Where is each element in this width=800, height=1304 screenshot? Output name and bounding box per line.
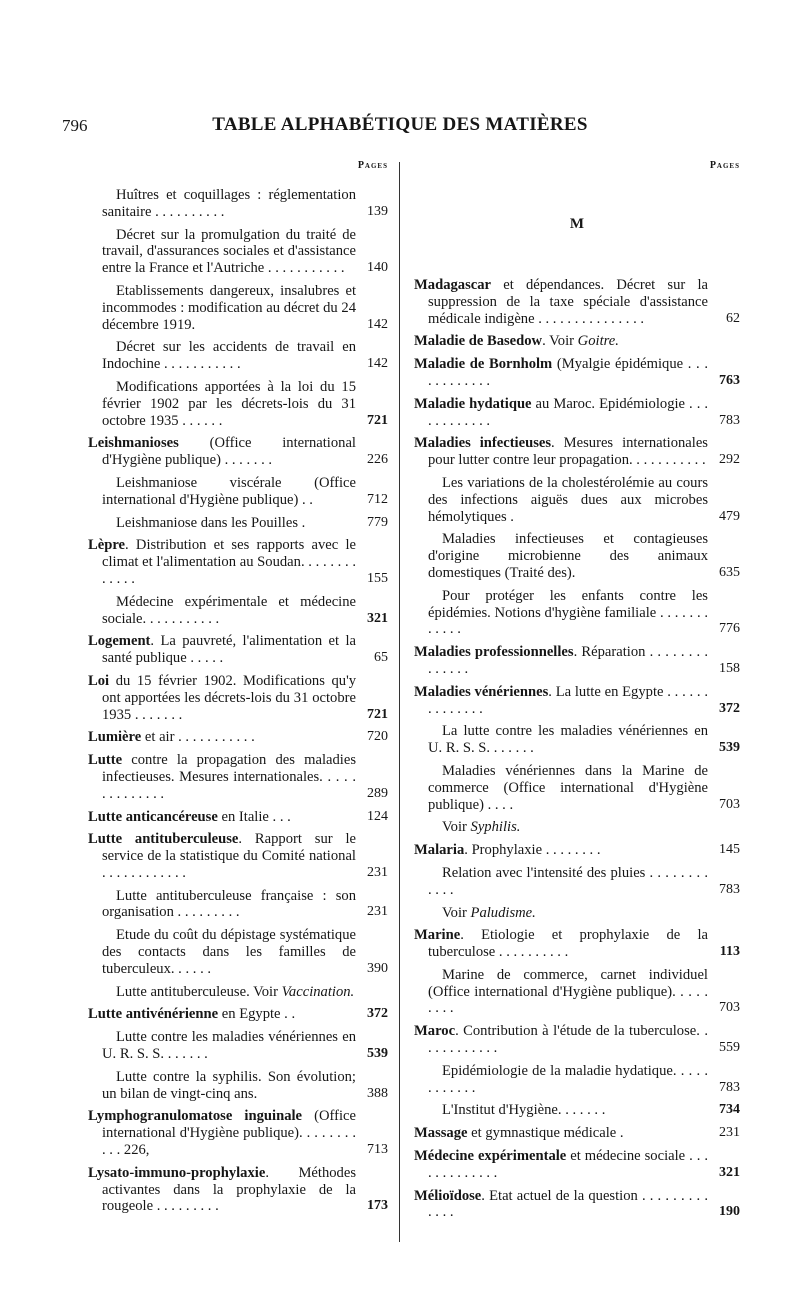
entry-keyword: Lèpre [88,537,126,554]
entry-page-number: 479 [719,508,740,524]
index-entry [414,435,740,469]
entry-text: . Voir [542,333,578,350]
entry-page-number: 734 [719,1102,740,1118]
entry-text: Etablissements dangereux, insalubres et incommodes : modification au décret du 24 décembre 1919. [102,282,356,333]
index-entry [414,723,740,757]
index-entry [88,283,388,333]
entry-page-number: 721 [367,706,388,722]
entry-text: (Office international d'Hygiène publique). . . . . . . . . . . 226, [102,1108,356,1159]
entry-text: Décret sur la promulgation du traité de travail, d'assurances sociales et d'assistance entre la France et l'Autriche . . . . . . . . . . . [102,226,356,277]
entry-cross-reference: Syphilis. [470,819,521,836]
entry-page-number: 142 [367,316,388,332]
index-entry [88,187,388,221]
entry-text: Lutte antituberculeuse. Voir [116,983,282,1000]
entry-cross-reference: Paludisme. [470,904,536,921]
entry-page-number: 321 [367,610,388,626]
section-letter: M [569,216,585,232]
entry-text: Huîtres et coquillages : réglementation sanitaire . . . . . . . . . . [102,187,356,220]
entry-text: Voir [442,819,471,836]
index-entry [414,763,740,813]
index-entry [88,594,388,628]
entry-keyword: Leishmanioses [88,435,179,452]
entry-text: Maladies vénériennes dans la Marine de commerce (Office international d'Hygiène publique) . . . . [428,762,708,813]
index-entry [88,673,388,723]
index-entry [88,888,388,922]
entry-text: Leishmaniose dans les Pouilles . [116,514,306,531]
index-entry [414,905,740,922]
entry-text: . Contribution à l'étude de la tuberculose. . . . . . . . . . . . [428,1023,708,1057]
entry-keyword: Massage [414,1125,468,1142]
pages-label-right: Pages [709,160,740,171]
entry-text: Lutte antituberculeuse française : son organisation . . . . . . . . . [102,887,356,921]
entry-page-number: 231 [719,1125,740,1141]
entry-page-number: 231 [367,904,388,920]
entry-page-number: 124 [367,808,388,824]
index-entry [414,1188,740,1222]
index-entry [88,1029,388,1063]
index-entry [414,684,740,718]
entry-keyword: Marine [414,927,461,944]
entry-text: Epidémiologie de la maladie hydatique. . . . . . . . . . . . [428,1062,708,1096]
entry-page-number: 390 [367,960,388,976]
entry-text: . La pauvreté, l'alimentation et la santé publique . . . . . [102,633,356,667]
index-entry [88,752,388,802]
entry-keyword: Malaria [414,842,465,859]
index-entry [88,379,388,429]
entry-text: . Distribution et ses rapports avec le climat et l'alimentation au Soudan. . . . . . . . . . . . . [102,537,356,587]
index-entry [88,633,388,667]
entry-page-number: 703 [719,796,740,812]
index-entry [414,1063,740,1097]
entry-keyword: Lymphogranulomatose inguinale [88,1108,303,1125]
entry-page-number: 779 [367,514,388,530]
index-entry [414,588,740,638]
entry-page-number: 539 [367,1046,388,1062]
entry-page-number: 190 [719,1204,740,1220]
entry-keyword: Maroc [414,1023,456,1040]
entry-keyword: Lutte antivénérienne [88,1006,219,1023]
entry-keyword: Madagascar [414,277,492,293]
entry-cross-reference: Goitre. [577,333,619,350]
index-entry [414,333,740,350]
entry-page-number: 720 [367,729,388,745]
index-entry [88,984,388,1001]
entry-page-number: 65 [374,650,388,666]
entry-text: Etude du coût du dépistage systématique des contacts dans les familles de tuberculeux. . . . . . [102,927,356,977]
entry-text: . Etiologie et prophylaxie de la tuberculose . . . . . . . . . . [428,927,708,961]
entry-text: Lutte contre la syphilis. Son évolution; un bilan de vingt-cinq ans. [102,1068,356,1102]
entry-text: Relation avec l'intensité des pluies . . . . . . . . . . . . [428,864,708,898]
column-divider [399,162,400,1242]
entry-text: du 15 février 1902. Modifications qu'y ont apportées les décrets-lois du 31 octobre 1935 . . . . . . . [102,672,356,723]
entry-text: . Prophylaxie . . . . . . . . [464,842,601,859]
entry-page-number: 713 [367,1142,388,1158]
index-entry [414,1102,740,1119]
entry-page-number: 155 [367,570,388,586]
entry-page-number: 783 [719,881,740,897]
entry-page-number: 783 [719,1079,740,1095]
index-entry [88,1165,388,1215]
index-entry [414,644,740,678]
entry-page-number: 721 [367,412,388,428]
entry-text: au Maroc. Epidémiologie . . . . . . . . . . . . [428,395,708,429]
index-entry [414,927,740,961]
entry-text: Pour protéger les enfants contre les épidémies. Notions d'hygiène familiale . . . . . . . . . . . . [428,587,708,638]
entry-text: Marine de commerce, carnet individuel (Office international d'Hygiène publique). . . . . . . . . [428,966,708,1017]
index-entry [414,356,740,390]
entry-text: Maladies infectieuses et contagieuses d'origine microbienne des animaux domestiques (Traité des). [428,531,708,581]
entry-page-number: 142 [367,356,388,372]
index-entry [88,227,388,277]
entry-text: (Office international d'Hygiène publique) . . . . . . . [102,435,356,469]
entry-page-number: 139 [367,203,388,219]
entry-keyword: Lysato-immuno-prophylaxie [88,1164,266,1181]
entry-page-number: 763 [719,372,740,388]
entry-text: et gymnastique médicale . [467,1125,624,1142]
entry-text: Modifications apportées à la loi du 15 février 1902 par les décrets-lois du 31 octobre 1935 . . . . . . [102,378,356,429]
entry-keyword: Maladies vénériennes [414,683,549,700]
right-entries [414,277,740,1221]
entry-text: . Rapport sur le service de la statistique du Comité national . . . . . . . . . . . . [102,831,356,881]
entry-keyword: Lutte antituberculeuse [88,831,239,848]
index-entry [414,865,740,899]
entry-keyword: Maladie hydatique [414,395,532,412]
entry-page-number: 226 [367,452,388,468]
entry-page-number: 559 [719,1040,740,1056]
entry-text: (Myalgie épidémique . . . . . . . . . . . . [428,356,708,389]
entry-text: . Méthodes activantes dans la prophylaxie de la rougeole . . . . . . . . . [102,1164,356,1215]
index-entry [88,831,388,881]
index-entry [88,729,388,746]
entry-keyword: Loi [88,672,110,689]
entry-page-number: 635 [719,564,740,580]
index-entry [414,475,740,525]
page-title: TABLE ALPHABÉTIQUE DES MATIÈRES [212,114,588,135]
entry-keyword: Logement [88,633,151,650]
index-entry [414,277,740,327]
entry-text: et médecine sociale . . . . . . . . . . . . . [428,1148,708,1181]
entry-page-number: 158 [719,660,740,676]
entry-page-number: 289 [367,785,388,801]
entry-text: L'Institut d'Hygiène. . . . . . . [442,1102,606,1119]
index-entry [88,1006,388,1023]
entry-page-number: 539 [719,740,740,756]
entry-page-number: 173 [367,1198,388,1214]
entry-text: en Italie . . . [217,808,291,825]
entry-text: La lutte contre les maladies vénériennes en U. R. S. S. . . . . . . [428,723,708,757]
entry-text: et dépendances. Décret sur la suppression de la taxe spéciale d'assistance médicale indigène . . . . . . . . . . . . . . . [428,277,708,327]
index-entry [414,842,740,859]
entry-keyword: Maladie de Basedow [414,333,543,350]
index-entry [414,1023,740,1057]
entry-page-number: 372 [367,1006,388,1022]
entry-keyword: Lutte [88,752,123,769]
entry-text: Les variations de la cholestérolémie au cours des infections aiguës dues aux microbes hémolytiques . [428,474,708,525]
entry-text: Leishmaniose viscérale (Office international d'Hygiène publique) . . [102,474,356,508]
index-entry [414,967,740,1017]
entry-page-number: 231 [367,864,388,880]
entry-keyword: Maladie de Bornholm [414,356,553,373]
index-entry [88,809,388,826]
entry-text: contre la propagation des maladies infectieuses. Mesures internationales. . . . . . . . . . . . . . [102,752,356,802]
entry-page-number: 145 [719,842,740,858]
index-entry [88,537,388,587]
entry-text: Voir [442,904,471,921]
entry-keyword: Maladies professionnelles [414,644,574,661]
entry-page-number: 703 [719,1000,740,1016]
entry-page-number: 776 [719,621,740,637]
index-entry [88,435,388,469]
entry-page-number: 292 [719,452,740,468]
entry-page-number: 62 [726,310,740,326]
entry-page-number: 712 [367,491,388,507]
left-column [88,160,388,1221]
entry-page-number: 321 [719,1164,740,1180]
index-entry [414,1125,740,1142]
entry-keyword: Mélioïdose [414,1187,482,1204]
entry-keyword: Lumière [88,729,142,746]
entry-page-number: 113 [719,944,740,960]
index-entry [414,531,740,581]
index-entry [88,475,388,509]
entry-page-number: 388 [367,1085,388,1101]
entry-text: . Mesures internationales pour lutter contre leur propagation. . . . . . . . . . . [428,435,708,469]
entry-cross-reference: Vaccination. [281,983,355,1000]
index-entry [88,515,388,532]
index-entry [414,819,740,836]
entry-text: en Egypte . . [218,1006,296,1023]
index-entry [414,396,740,430]
entry-text: . Etat actuel de la question . . . . . . . . . . . . . [428,1187,708,1221]
entry-keyword: Maladies infectieuses [414,435,552,452]
left-entries [88,187,388,1215]
index-entry [88,1069,388,1103]
entry-page-number: 140 [367,260,388,276]
pages-label: Pages [357,160,388,171]
entry-keyword: Lutte anticancéreuse [88,808,218,825]
index-entry [88,339,388,373]
entry-text: . Réparation . . . . . . . . . . . . . . [428,644,708,677]
entry-text: et air . . . . . . . . . . . [141,729,255,746]
entry-text: . La lutte en Egypte . . . . . . . . . . . . . . [428,683,708,717]
right-column [414,160,740,1227]
entry-page-number: 372 [719,700,740,716]
entry-page-number: 783 [719,412,740,428]
entry-keyword: Médecine expérimentale [414,1148,567,1165]
index-entry [88,927,388,977]
entry-text: Lutte contre les maladies vénériennes en U. R. S. S. . . . . . . [102,1029,356,1063]
index-entry [88,1108,388,1158]
page-number: 796 [62,116,88,135]
entry-text: Décret sur les accidents de travail en Indochine . . . . . . . . . . . [102,339,356,373]
index-entry [414,1148,740,1182]
entry-text: Médecine expérimentale et médecine sociale. . . . . . . . . . . [102,593,356,627]
